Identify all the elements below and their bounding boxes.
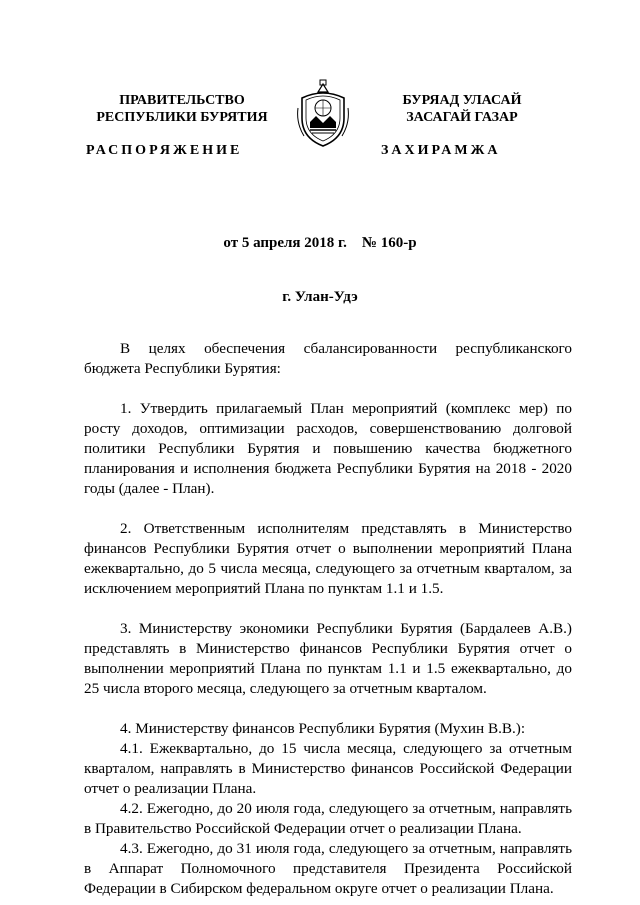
government-name-line-2: РЕСПУБЛИКИ БУРЯТИЯ [96,110,268,125]
government-name-buryat [362,92,562,126]
government-name-russian [82,92,282,126]
coat-of-arms-icon [296,78,350,150]
document-city: г. Улан-Удэ [282,289,358,305]
government-name-line-1: ПРАВИТЕЛЬСТВО [119,93,245,108]
clause-3: 3. Министерству экономики Республики Бурятия (Бардалеев А.В.) представлять в Министерство финансов Республики Бурятия отчет о выполнении мероприятий Плана по пунктам 1.1 и 1.5 ежеквартально, до 25 числа второго месяца, следующего за отчетным кварталом. [84,620,572,697]
document-body [84,339,572,899]
clause-4-1: 4.1. Ежеквартально, до 15 числа месяца, следующего за отчетным кварталом, направлять в Министерство финансов Российской Федерации отчет о реализации Плана. [84,740,572,797]
government-name-buryat-line-2: ЗАСАГАЙ ГАЗАР [406,110,518,125]
clause-2: 2. Ответственным исполнителям представлять в Министерство финансов Республики Бурятия отчет о выполнении мероприятий Плана ежеквартально, до 5 числа месяца, следующего за отчетным кварталом, за исключением мероприятий Плана по пунктам 1.1 и 1.5. [84,520,572,597]
clause-1: 1. Утвердить прилагаемый План мероприятий (комплекс мер) по росту доходов, оптимизации расходов, совершенствованию долговой политики Республики Бурятия и повышению качества бюджетного планирования и исполнения бюджета Республики Бурятия на 2018 - 2020 годы (далее - План). [84,400,572,497]
document-date-number: от 5 апреля 2018 г. № 160-р [223,235,417,251]
government-name-buryat-line-1: БУРЯАД УЛАСАЙ [402,93,522,108]
clause-4-3: 4.3. Ежегодно, до 31 июля года, следующего за отчетным, направлять в Аппарат Полномочного представителя Президента Российской Федерации в Сибирском федеральном округе отчет о реализации Плана. [84,840,572,897]
document-type-russian: РАСПОРЯЖЕНИЕ [86,143,243,158]
clause-4: 4. Министерству финансов Республики Бурятия (Мухин В.В.): [120,720,526,737]
preamble-paragraph: В целях обеспечения сбалансированности республиканского бюджета Республики Бурятия: [84,340,572,377]
clause-4-2: 4.2. Ежегодно, до 20 июля года, следующего за отчетным, направлять в Правительство Российской Федерации отчет о реализации Плана. [84,800,572,837]
document-type-buryat: ЗАХИРАМЖА [381,143,501,158]
